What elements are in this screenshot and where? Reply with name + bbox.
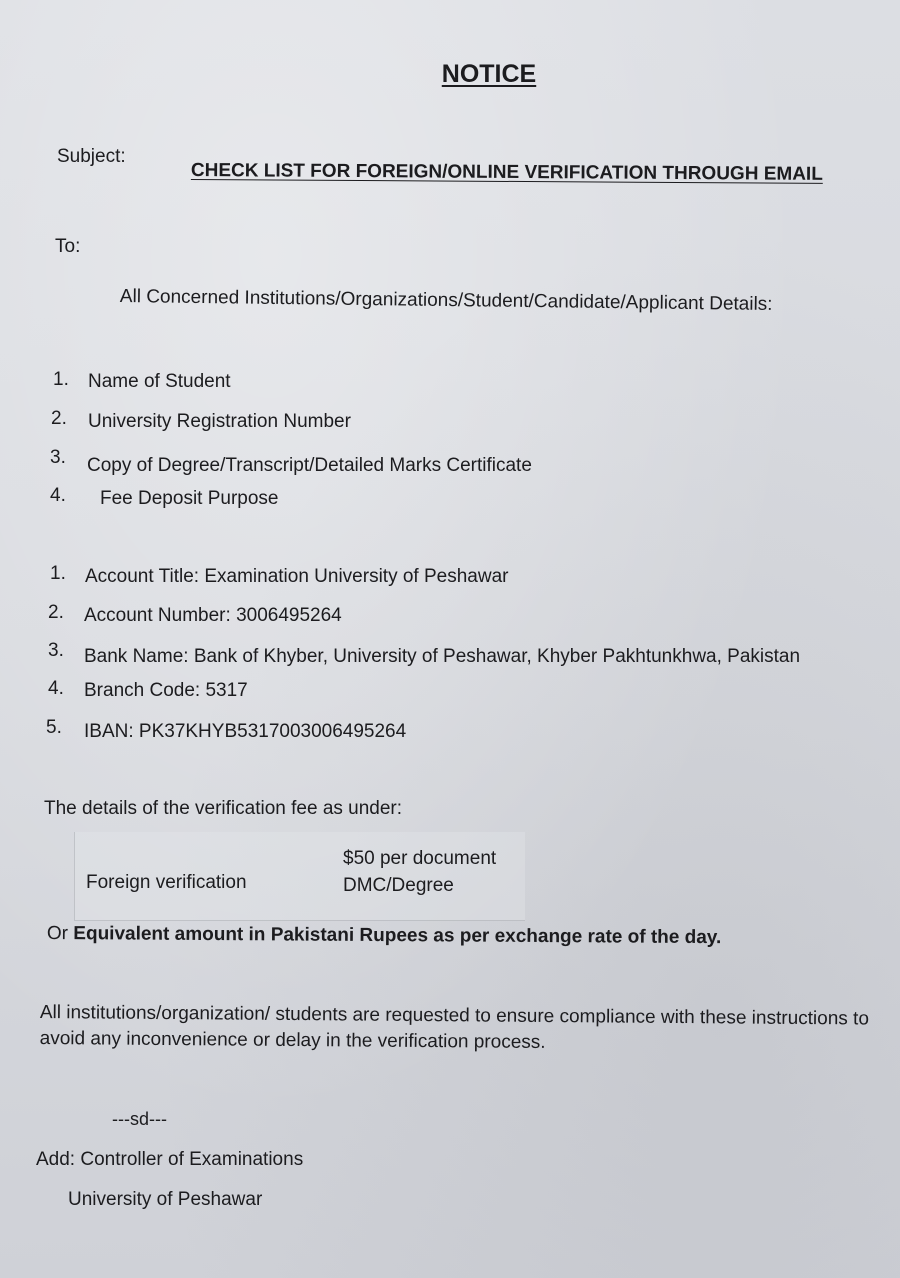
list-item-number: 5. [46,717,62,738]
signatory-designation: Add: Controller of Examinations [36,1149,304,1170]
list-item-label: Branch Code: 5317 [84,680,248,701]
list-item [50,447,650,476]
equivalent-text: Equivalent amount in Pakistani Rupees as per exchange rate of the day. [73,923,722,949]
list-item-label: Bank Name: Bank of Khyber, University of Peshawar, Khyber Pakhtunkhwa, Pakistan [84,646,801,667]
notice-title: NOTICE [441,60,537,88]
list-item [48,640,893,666]
fee-amount-cell: $50 per document [343,848,497,869]
subject-text: CHECK LIST FOR FOREIGN/ONLINE VERIFICATION THROUGH EMAIL [190,160,823,185]
equivalent-prefix: Or [46,923,69,945]
fee-type-cell: Foreign verification [86,872,247,893]
list-item [48,678,608,704]
list-item [50,485,610,511]
list-item [48,602,608,628]
list-item-label: Fee Deposit Purpose [100,488,279,509]
to-label: To: [55,236,81,257]
list-item [50,563,610,589]
list-item [53,369,613,395]
fee-intro: The details of the verification fee as under: [44,798,403,819]
list-item [51,408,611,434]
list-item-number: 3. [48,640,64,661]
subject-label: Subject: [57,146,126,167]
equivalent-amount-note [47,923,721,949]
list-item-number: 3. [50,447,66,468]
list-item-label: Name of Student [88,371,231,392]
list-item [46,717,606,743]
list-item-label: IBAN: PK37KHYB5317003006495264 [84,721,407,742]
list-item-label: Account Title: Examination University of Peshawar [85,566,509,587]
list-item-label: University Registration Number [88,411,351,432]
fee-documents-cell: DMC/Degree [343,875,454,896]
signature: ---sd--- [112,1109,167,1129]
list-item-number: 1. [53,369,69,390]
recipient-text: All Concerned Institutions/Organizations/Student/Candidate/Applicant Details: [119,286,773,315]
list-item-number: 1. [50,563,66,584]
list-item-number: 2. [51,408,67,429]
list-item-number: 2. [48,602,64,623]
signatory-institution: University of Peshawar [68,1189,263,1210]
list-item-label: Account Number: 3006495264 [84,605,342,626]
list-item-number: 4. [48,678,64,699]
list-item-number: 4. [50,485,66,506]
compliance-paragraph: All institutions/organization/ students are requested to ensure compliance with these instructions to avoid any inconvenience or delay in the verification process. [39,1001,870,1053]
list-item-label: Copy of Degree/Transcript/Detailed Marks Certificate [87,455,532,476]
